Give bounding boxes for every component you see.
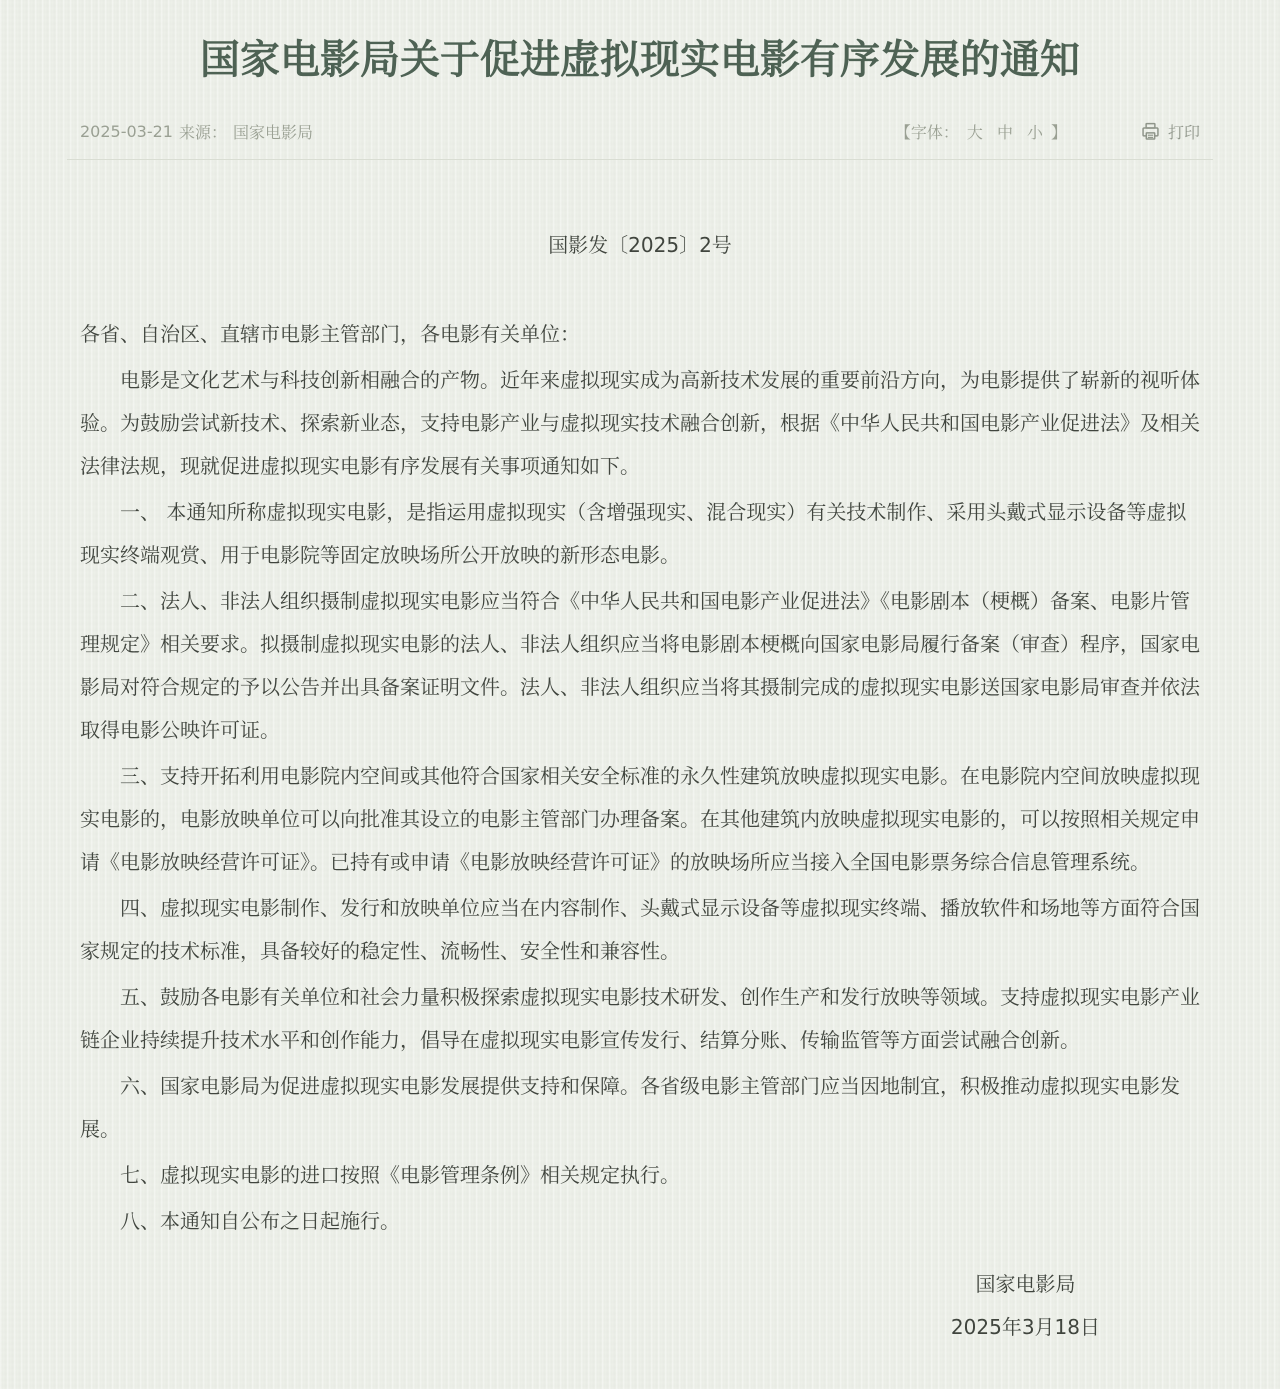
signature-inner <box>951 1263 1100 1349</box>
source-label: 来源： <box>178 123 227 142</box>
page-title: 国家电影局关于促进虚拟现实电影有序发展的通知 <box>200 37 1080 83</box>
source-value: 国家电影局 <box>233 123 314 142</box>
font-widget-prefix: 【字体： <box>894 123 959 142</box>
font-size-small-button[interactable]: 小 <box>1026 123 1043 142</box>
paragraph-item-6: 六、国家电影局为促进虚拟现实电影发展提供支持和保障。各省级电影主管部门应当因地制宜，积极推动虚拟现实电影发展。 <box>80 1074 1180 1141</box>
signature-name: 国家电影局 <box>975 1272 1076 1296</box>
paragraph-item-7: 七、虚拟现实电影的进口按照《电影管理条例》相关规定执行。 <box>120 1163 680 1187</box>
document-number: 国影发〔2025〕2号 <box>548 233 732 257</box>
meta-left <box>80 120 313 143</box>
paragraph-item-5: 五、鼓励各电影有关单位和社会力量积极探索虚拟现实电影技术研发、创作生产和发行放映等领域。支持虚拟现实电影产业链企业持续提升技术水平和创作能力，倡导在虚拟现实电影宣传发行、结算分账、传输监管等方面尝试融合创新。 <box>80 985 1200 1052</box>
meta-row <box>67 120 1213 160</box>
paragraph-item-8: 八、本通知自公布之日起施行。 <box>120 1209 400 1233</box>
meta-right <box>894 120 1200 143</box>
print-button[interactable] <box>1140 120 1200 143</box>
font-size-medium-button[interactable]: 中 <box>996 123 1013 142</box>
publish-date: 2025-03-21 <box>80 122 173 141</box>
signature-date: 2025年3月18日 <box>950 1315 1100 1339</box>
printer-icon[interactable] <box>1140 121 1161 142</box>
document-text <box>67 313 1213 1349</box>
salutation: 各省、自治区、直辖市电影主管部门，各电影有关单位： <box>80 322 580 346</box>
paragraph-item-2: 二、法人、非法人组织摄制虚拟现实电影应当符合《中华人民共和国电影产业促进法》《电影剧本（梗概）备案、电影片管理规定》相关要求。拟摄制虚拟现实电影的法人、非法人组织应当将电影剧本梗概向国家电影局履行备案（审查）程序，国家电影局对符合规定的予以公告并出具备案证明文件。法人、非法人组织应当将其摄制完成的虚拟现实电影送国家电影局审查并依法取得电影公映许可证。 <box>80 589 1200 742</box>
paragraph-item-1: 一、 本通知所称虚拟现实电影，是指运用虚拟现实（含增强现实、混合现实）有关技术制作、采用头戴式显示设备等虚拟现实终端观赏、用于电影院等固定放映场所公开放映的新形态电影。 <box>80 500 1187 567</box>
document-body <box>67 224 1213 1349</box>
print-label[interactable]: 打印 <box>1167 123 1200 142</box>
paragraph-intro: 电影是文化艺术与科技创新相融合的产物。近年来虚拟现实成为高新技术发展的重要前沿方向，为电影提供了崭新的视听体验。为鼓励尝试新技术、探索新业态，支持电影产业与虚拟现实技术融合创新，根据《中华人民共和国电影产业促进法》及相关法律法规，现就促进虚拟现实电影有序发展有关事项通知如下。 <box>80 368 1200 478</box>
font-size-large-button[interactable]: 大 <box>966 123 983 142</box>
font-widget-suffix: 】 <box>1050 123 1067 142</box>
paragraph-item-3: 三、支持开拓利用电影院内空间或其他符合国家相关安全标准的永久性建筑放映虚拟现实电影。在电影院内空间放映虚拟现实电影的，电影放映单位可以向批准其设立的电影主管部门办理备案。在其他建筑内放映虚拟现实电影的，可以按照相关规定申请《电影放映经营许可证》。已持有或申请《电影放映经营许可证》的放映场所应当接入全国电影票务综合信息管理系统。 <box>80 764 1200 874</box>
paragraph-item-4: 四、虚拟现实电影制作、发行和放映单位应当在内容制作、头戴式显示设备等虚拟现实终端、播放软件和场地等方面符合国家规定的技术标准，具备较好的稳定性、流畅性、安全性和兼容性。 <box>80 896 1200 963</box>
font-size-widget <box>894 120 1068 143</box>
signature-block <box>80 1263 1200 1349</box>
